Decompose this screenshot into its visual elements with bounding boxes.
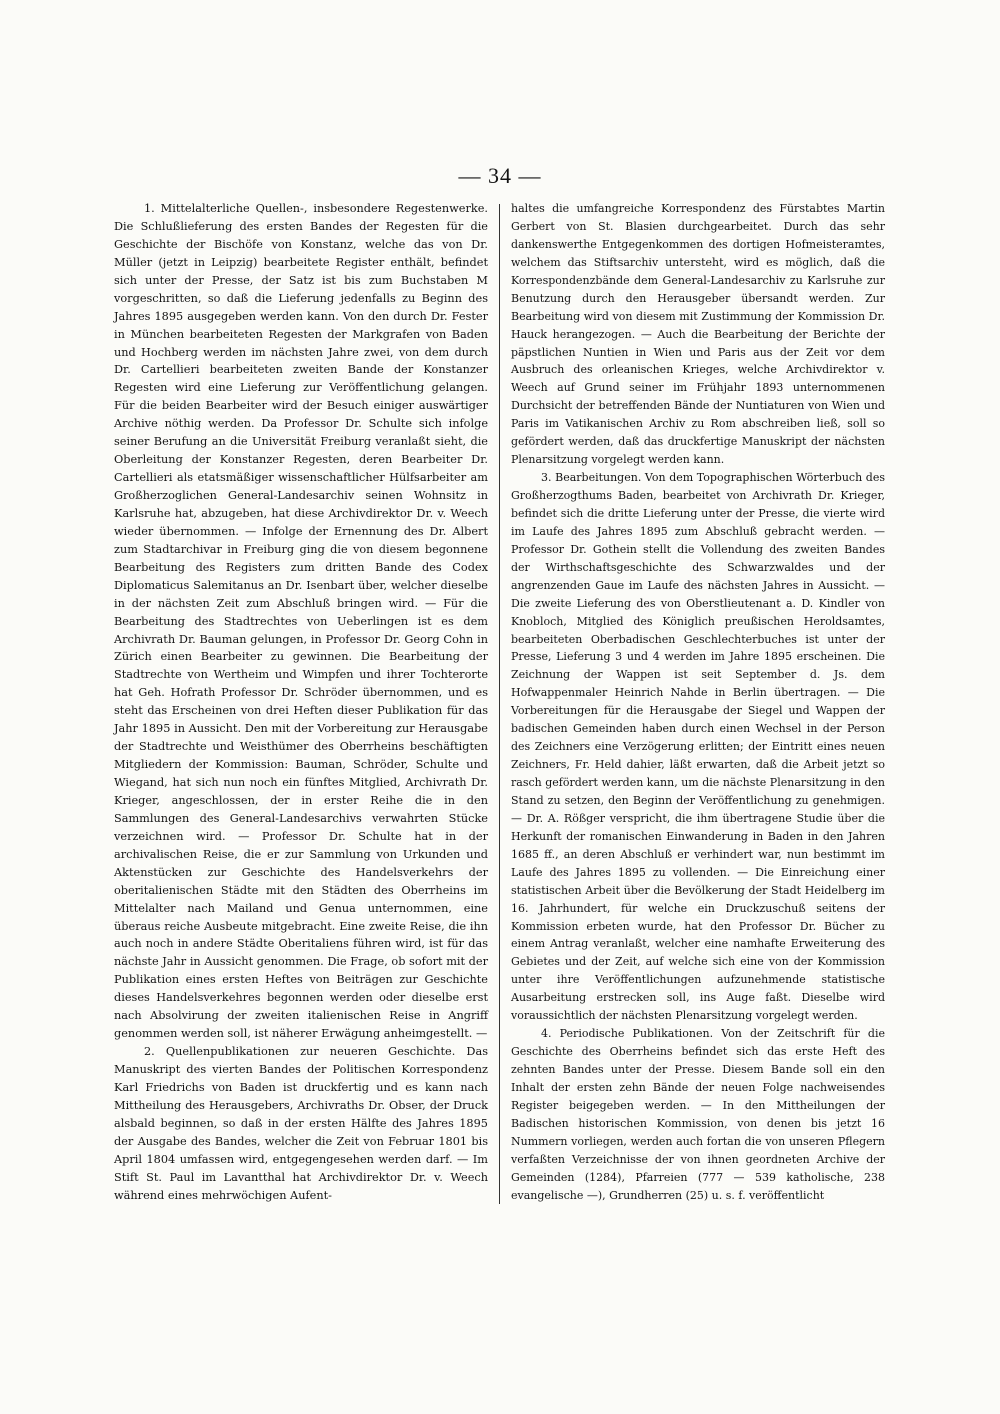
- column-divider: [499, 204, 500, 1204]
- page-number: — 34 —: [458, 163, 542, 188]
- section-1-paragraph: 1. Mittelalterliche Quellen-, insbesondere Regestenwerke. Die Schlußlieferung des ersten Bandes der Regesten für die Geschichte der Bischöfe von Konstanz, welche das von Dr. Müller (jetzt in Leipzig) bearbeitete Register enthält, befindet sich unter der Presse, der Satz ist bis zum Buchstaben M vorgeschritten, so daß die Lieferung jedenfalls zu Beginn des Jahres 1895 ausgegeben werden kann. Von den durch Dr. Fester in München bearbeiteten Regesten der Markgrafen von Baden und Hochberg werden im nächsten Jahre zwei, von dem durch Dr. Cartellieri bearbeiteten zweiten Bande der Konstanzer Regesten wird eine Lieferung zur Veröffentlichung gelangen. Für die beiden Bearbeiter wird der Besuch einiger auswärtiger Archive nöthig werden. Da Professor Dr. Schulte sich infolge seiner Berufung an die Universität Freiburg veranlaßt sieht, die Oberleitung der Konstanzer Regesten, deren Bearbeiter Dr. Cartellieri als etatsmäßiger wissenschaftlicher Hülfsarbeiter am Großherzoglichen General-Landesarchiv seinen Wohnsitz in Karlsruhe hat, abzugeben, hat diese Archivdirektor Dr. v. Weech wieder übernommen. — Infolge der Ernennung des Dr. Albert zum Stadtarchivar in Freiburg ging die von diesem begonnene Bearbeitung des Registers zum dritten Bande des Codex Diplomaticus Salemitanus an Dr. Isenbart über, welcher dieselbe in der nächsten Zeit zum Abschluß bringen wird. — Für die Bearbeitung des Stadtrechtes von Ueberlingen ist es dem Archivrath Dr. Bauman gelungen, in Professor Dr. Georg Cohn in Zürich einen Bearbeiter zu gewinnen. Die Bearbeitung der Stadtrechte von Wertheim und Wimpfen und ihrer Tochterorte hat Geh. Hofrath Professor Dr. Schröder übernommen, und es steht das Erscheinen von drei Heften dieser Publikation für das Jahr 1895 in Aussicht. Den mit der Vorbereitung zur Herausgabe der Stadtrechte und Weisthümer des Oberrheins beschäftigten Mitgliedern der Kommission: Bauman, Schröder, Schulte und Wiegand, hat sich nun noch ein fünftes Mitglied, Archivrath Dr. Krieger, angeschlossen, der in erster Reihe die in den Sammlungen des General-Landesarchivs verwahrten Stücke verzeichnen wird. — Professor Dr. Schulte hat in der archivalischen Reise, die er zur Sammlung von Urkunden und Aktenstücken zur Geschichte des Handelsverkehrs der oberitalienischen Städte mit den Städten des Oberrheins im Mittelalter nach Mailand und Genua unternommen, eine überaus reiche Ausbeute mitgebracht. Eine zweite Reise, die ihn auch noch in andere Städte Oberitaliens führen wird, ist für das nächste Jahr in Aussicht genommen. Die Frage, ob sofort mit der Publikation eines ersten Heftes von Beiträgen zur Geschichte dieses Handelsverkehres begonnen werden oder dieselbe erst nach Absolvirung der zweiten italienischen Reise in Angriff genommen werden soll, ist näherer Erwägung anheimgestellt. —: [114, 202, 488, 1041]
- section-2-continuation: haltes die umfangreiche Korrespondenz des Fürstabtes Martin Gerbert von St. Blasien durchgearbeitet. Durch das sehr dankenswerthe Entgegenkommen des dortigen Hofmeisteramtes, welchem das Stiftsarchiv untersteht, wird es möglich, daß die Korrespondenzbände dem General-Landesarchiv zu Karlsruhe zur Benutzung durch den Herausgeber übersandt werden. Zur Bearbeitung wird von diesem mit Zustimmung der Kommission Dr. Hauck herangezogen. — Auch die Bearbeitung der Berichte der päpstlichen Nuntien in Wien und Paris aus der Zeit vor dem Ausbruch des orleanischen Krieges, welche Archivdirektor v. Weech auf Grund seiner im Frühjahr 1893 unternommenen Durchsicht der betreffenden Bände der Nuntiaturen von Wien und Paris im Vatikanischen Archiv zu Rom abschreiben ließ, soll so gefördert werden, daß das druckfertige Manuskript der nächsten Plenarsitzung vorgelegt werden kann.: [511, 202, 885, 467]
- section-3-paragraph: 3. Bearbeitungen. Von dem Topographischen Wörterbuch des Großherzogthums Baden, bearbeitet von Archivrath Dr. Krieger, befindet sich die dritte Lieferung unter der Presse, die vierte wird im Laufe des Jahres 1895 zum Abschluß gebracht werden. — Professor Dr. Gothein stellt die Vollendung des zweiten Bandes der Wirthschaftsgeschichte des Schwarzwaldes und der angrenzenden Gaue im Laufe des nächsten Jahres in Aussicht. — Die zweite Lieferung des von Oberstlieutenant a. D. Kindler von Knobloch, Mitglied des Königlich preußischen Heroldsamtes, bearbeiteten Oberbadischen Geschlechterbuches ist unter der Presse, Lieferung 3 und 4 werden im Jahre 1895 erscheinen. Die Zeichnung der Wappen ist seit September d. Js. dem Hofwappenmaler Heinrich Nahde in Berlin übertragen. — Die Vorbereitungen für die Herausgabe der Siegel und Wappen der badischen Gemeinden haben durch einen Wechsel in der Person des Zeichners eine Verzögerung erlitten; der Eintritt eines neuen Zeichners, Fr. Held dahier, läßt erwarten, daß die Arbeit jetzt so rasch gefördert werden kann, um die nächste Plenarsitzung in den Stand zu setzen, den Beginn der Veröffentlichung zu genehmigen. — Dr. A. Rößger verspricht, die ihm übertragene Studie über die Herkunft der romanischen Einwanderung in Baden in den Jahren 1685 ff., an deren Abschluß er verhindert war, nun bestimmt im Laufe des Jahres 1895 zu vollenden. — Die Einreichung einer statistischen Arbeit über die Bevölkerung der Stadt Heidelberg im 16. Jahrhundert, für welche ein Druckzuschuß seitens der Kommission erbeten wurde, hat den Professor Dr. Bücher zu einem Antrag veranlaßt, welcher eine namhafte Erweiterung des Gebietes und der Zeit, auf welche sich eine von der Kommission unter ihre Veröffentlichungen aufzunehmende statistische Ausarbeitung erstrecken soll, ins Auge faßt. Dieselbe wird voraussichtlich der nächsten Plenarsitzung vorgelegt werden.: [511, 471, 885, 1023]
- section-2-paragraph: 2. Quellenpublikationen zur neueren Geschichte. Das Manuskript des vierten Bandes der Politischen Korrespondenz Karl Friedrichs von Baden ist druckfertig und es kann nach Mittheilung des Herausgebers, Archivraths Dr. Obser, der Druck alsbald beginnen, so daß in der ersten Hälfte des Jahres 1895 der Ausgabe des Bandes, welcher die Zeit von Februar 1801 bis April 1804 umfassen wird, entgegengesehen werden darf. — Im Stift St. Paul im Lavantthal hat Archivdirektor Dr. v. Weech während eines mehrwöchigen Aufent-: [114, 1045, 488, 1202]
- right-column: [511, 200, 885, 1205]
- two-column-body: [114, 200, 886, 1210]
- section-4-paragraph: 4. Periodische Publikationen. Von der Zeitschrift für die Geschichte des Oberrheins befindet sich das erste Heft des zehnten Bandes unter der Presse. Diesem Bande soll ein den Inhalt der ersten zehn Bände der neuen Folge nachweisendes Register beigegeben werden. — In den Mittheilungen der Badischen historischen Kommission, von denen bis jetzt 16 Nummern vorliegen, werden auch fortan die von unseren Pflegern verfaßten Verzeichnisse der von ihnen geordneten Archive der Gemeinden (1284), Pfarreien (777 — 539 katholische, 238 evangelische —), Grundherren (25) u. s. f. veröffentlicht: [511, 1027, 885, 1202]
- left-column: [114, 200, 488, 1205]
